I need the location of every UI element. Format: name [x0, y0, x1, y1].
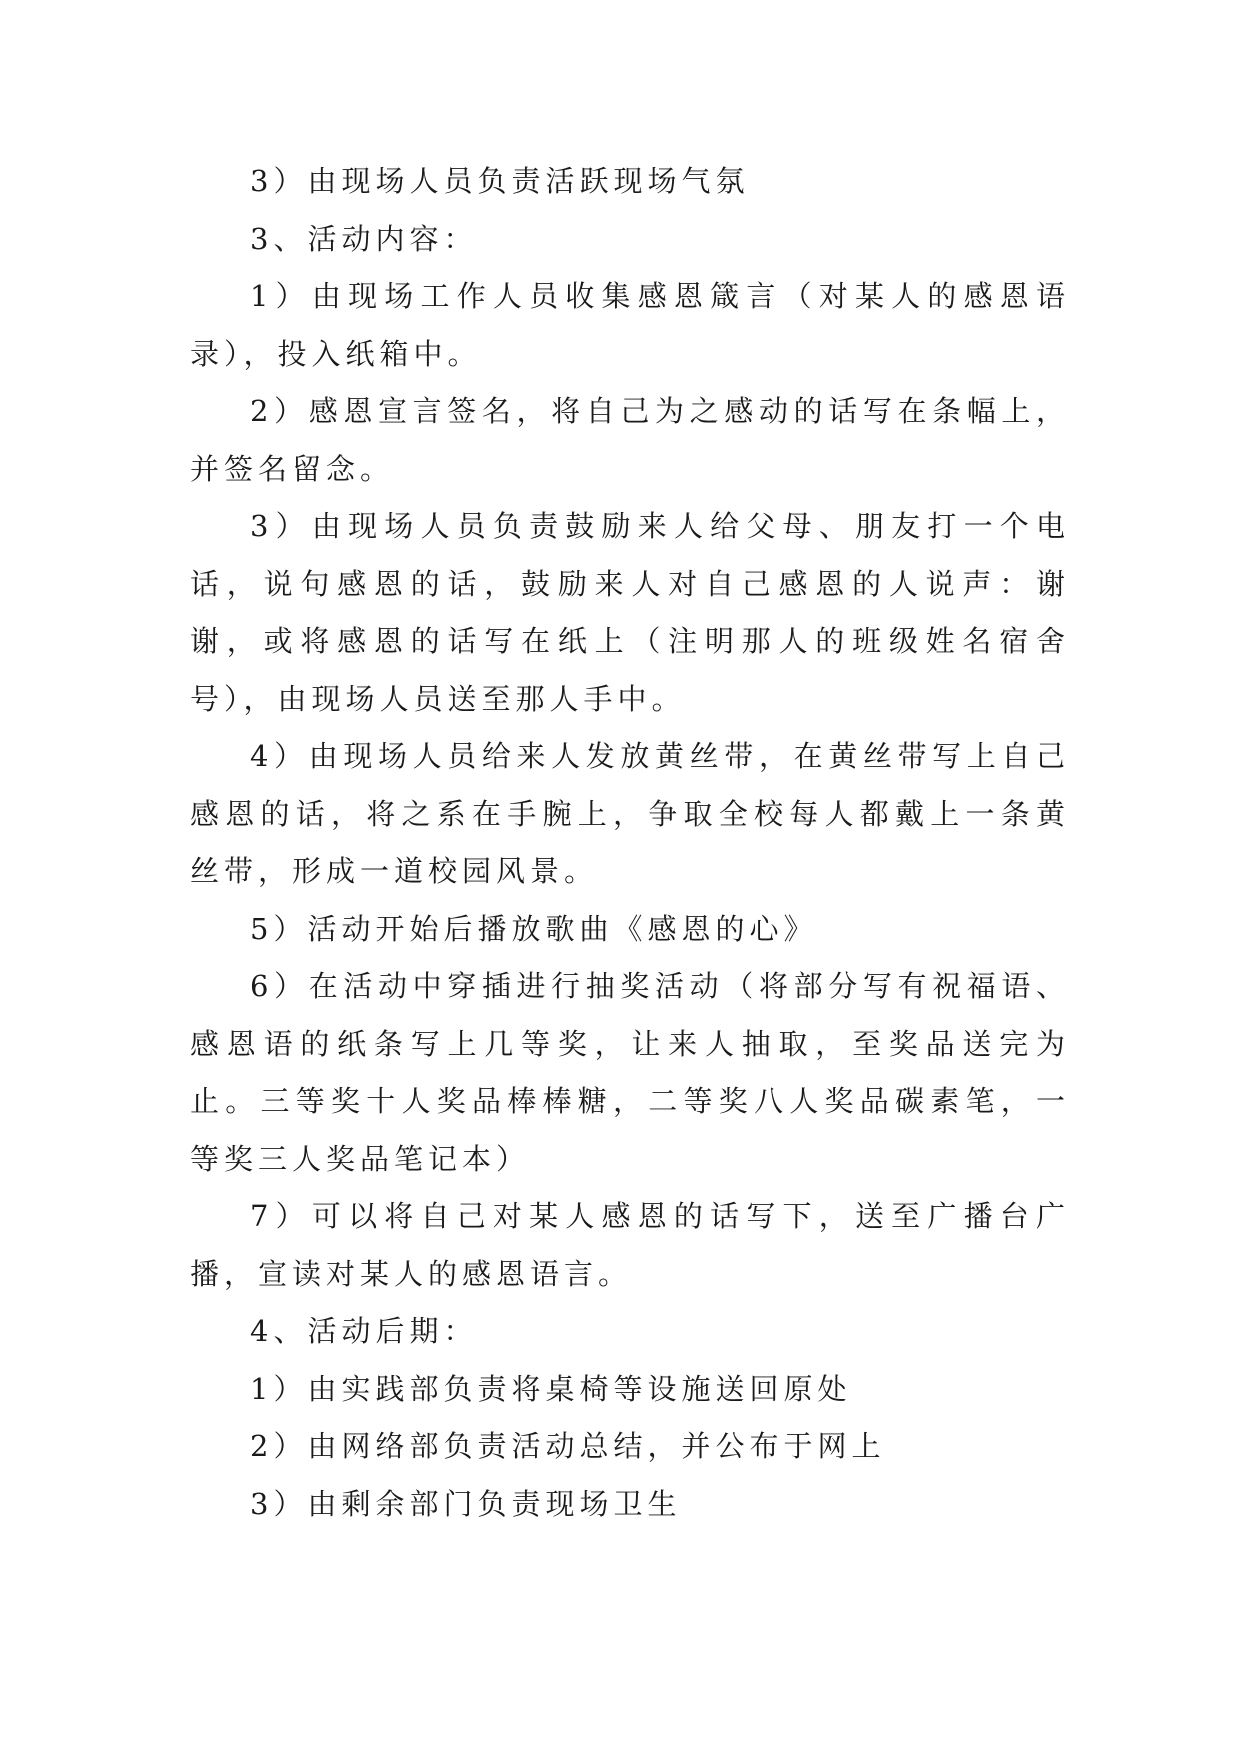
- paragraph-phone-call: 3）由现场人员负责鼓励来人给父母、朋友打一个电话，说句感恩的话，鼓励来人对自己感恩的人说声：谢谢，或将感恩的话写在纸上（注明那人的班级姓名宿舍号），由现场人员送至那人手中。: [190, 509, 1070, 716]
- paragraph-sign-banner: 2）感恩宣言签名，将自己为之感动的话写在条幅上，并签名留念。: [190, 394, 1070, 486]
- paragraph-play-song: 5）活动开始后播放歌曲《感恩的心》: [250, 911, 818, 946]
- heading-activity-content: 3、活动内容：: [250, 221, 478, 256]
- paragraph-summary-online: 2）由网络部负责活动总结，并公布于网上: [250, 1429, 886, 1463]
- paragraph-cleanup: 3）由剩余部门负责现场卫生: [250, 1486, 682, 1521]
- paragraph-yellow-ribbon: 4）由现场人员给来人发放黄丝带，在黄丝带写上自己感恩的话，将之系在手腕上，争取全校每人都戴上一条黄丝带，形成一道校园风景。: [190, 739, 1070, 888]
- paragraph-lottery: 6）在活动中穿插进行抽奖活动（将部分写有祝福语、感恩语的纸条写上几等奖，让来人抽取，至奖品送完为止。三等奖十人奖品棒棒糖，二等奖八人奖品碳素笔，一等奖三人奖品笔记本）: [190, 969, 1070, 1176]
- paragraph-return-facilities: 1）由实践部负责将桌椅等设施送回原处: [250, 1371, 852, 1406]
- paragraph-collect-quotes: 1）由现场工作人员收集感恩箴言（对某人的感恩语录），投入纸箱中。: [190, 279, 1070, 371]
- paragraph-broadcast: 7）可以将自己对某人感恩的话写下，送至广播台广播，宣读对某人的感恩语言。: [190, 1199, 1070, 1291]
- document-body: [190, 153, 1070, 1533]
- heading-post-activity: 4、活动后期：: [250, 1314, 478, 1348]
- paragraph-atmosphere: 3）由现场人员负责活跃现场气氛: [250, 164, 750, 198]
